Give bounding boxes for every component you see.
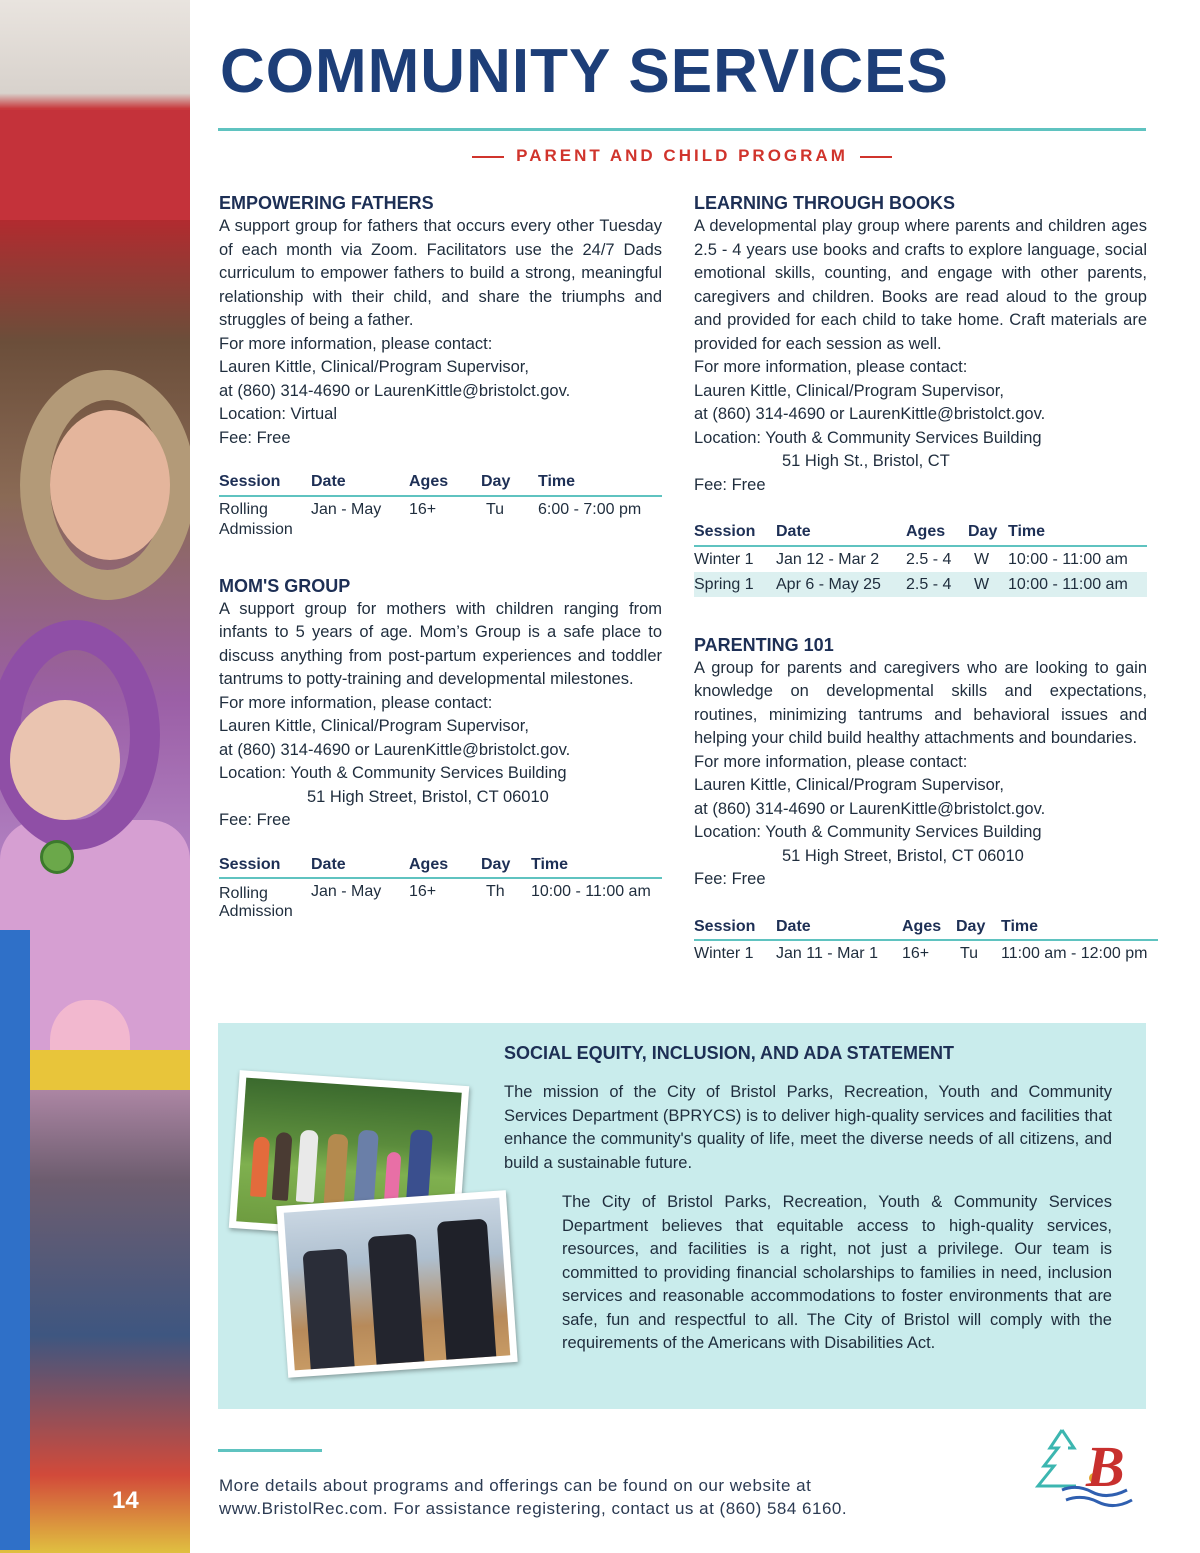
program-description: A developmental play group where parents and children ages 2.5 - 4 years use books and crafts to explore language, social emotional skills, counting, and engage with other parents, caregivers and children. Books are read aloud to the group and provided for each child to take home. Craft materials are provided for each session as well. — [694, 217, 1147, 353]
cell-date: Jan 11 - Mar 1 — [776, 945, 878, 962]
contact-intro: For more information, please contact: — [219, 693, 493, 712]
header-ages: Ages — [902, 912, 956, 941]
gym-group-image — [284, 1198, 510, 1371]
subtitle-text: PARENT AND CHILD PROGRAM — [516, 146, 848, 165]
footer-note — [219, 1474, 979, 1520]
family-photo-strip — [0, 0, 190, 1553]
header-time: Time — [531, 850, 662, 879]
left-column — [219, 191, 662, 923]
cell-day: Tu — [486, 500, 505, 518]
program-description: A support group for fathers that occurs every other Tuesday of each month via Zoom. Facilitators use the 24/7 Dads curriculum to empower fathers to build a strong, meaningful relationship with their child, and share the triumphs and struggles of being a father. — [219, 217, 662, 329]
title-divider — [218, 128, 1146, 131]
header-date: Date — [311, 467, 409, 496]
schedule-table — [219, 850, 662, 924]
footer-line-2: www.BristolRec.com. For assistance registering, contact us at (860) 584 6160. — [219, 1499, 848, 1518]
person-figure — [353, 1130, 378, 1209]
subtitle-dash-right — [860, 156, 892, 158]
header-day: Day — [956, 912, 1001, 941]
green-button-badge — [40, 840, 74, 874]
contact-name: Lauren Kittle, Clinical/Program Supervisor, — [694, 381, 1004, 400]
cell-time: 11:00 am - 12:00 pm — [1001, 945, 1148, 962]
header-date: Date — [776, 517, 906, 546]
program-title: EMPOWERING FATHERS — [219, 193, 434, 213]
header-session: Session — [694, 517, 776, 546]
cell-session: Rolling Admission — [219, 500, 293, 538]
tree-outline-icon — [1062, 1430, 1074, 1448]
cell-ages: 2.5 - 4 — [906, 550, 952, 568]
table-row — [219, 878, 662, 923]
equity-mission-paragraph: The mission of the City of Bristol Parks, Recreation, Youth and Community Services Department (BPRYCS) is to deliver high-quality services and facilities that enhance the community's quality of life, meet the diverse needs of all citizens, and build a sustainable future. — [504, 1083, 1112, 1172]
program-location: Location: Youth & Community Services Building — [694, 428, 1042, 447]
table-header-row — [219, 850, 662, 879]
header-time: Time — [1001, 912, 1158, 941]
page-number: 14 — [112, 1487, 139, 1514]
cell-day: W — [968, 572, 1008, 597]
program-empowering-fathers — [219, 191, 662, 542]
table-header-row — [694, 517, 1147, 546]
person-figure — [324, 1134, 349, 1207]
table-header-row — [219, 467, 662, 496]
cell-date: Jan - May — [311, 883, 382, 900]
contact-detail: at (860) 314-4690 or LaurenKittle@bristolct.gov. — [219, 381, 571, 400]
cell-day: W — [974, 550, 990, 568]
header-ages: Ages — [906, 517, 968, 546]
contact-name: Lauren Kittle, Clinical/Program Supervisor, — [694, 776, 1004, 794]
person-figure — [368, 1234, 425, 1367]
header-day: Day — [968, 517, 1008, 546]
program-fee: Fee: Free — [219, 811, 291, 829]
equity-title: SOCIAL EQUITY, INCLUSION, AND ADA STATEMENT — [504, 1043, 955, 1063]
inclusion-shirts-photo — [276, 1190, 517, 1378]
program-description: A group for parents and caregivers who are looking to gain knowledge on developmental skills and expectations, routines, minimizing tantrums and behavioral issues and helping your child build healthy attachments and boundaries. — [694, 658, 1147, 747]
cell-session: Rolling Admission — [219, 885, 293, 920]
header-session: Session — [219, 850, 311, 879]
equity-statement-panel — [218, 1023, 1146, 1409]
cell-time: 6:00 - 7:00 pm — [538, 500, 642, 518]
header-day: Day — [481, 850, 531, 879]
cell-time: 10:00 - 11:00 am — [531, 883, 651, 900]
schedule-table — [694, 912, 1158, 967]
header-ages: Ages — [409, 467, 481, 496]
program-location-address: 51 High Street, Bristol, CT 06010 — [307, 787, 549, 806]
cell-session: Spring 1 — [694, 572, 776, 597]
table-row — [219, 496, 662, 542]
adult-face — [50, 410, 170, 560]
yellow-vehicle-frame — [30, 1050, 190, 1090]
person-figure — [303, 1248, 355, 1370]
contact-detail: at (860) 314-4690 or LaurenKittle@bristolct.gov. — [219, 740, 571, 759]
program-location: Location: Youth & Community Services Building — [219, 764, 567, 782]
schedule-table — [219, 467, 662, 542]
program-title: MOM'S GROUP — [219, 575, 351, 596]
person-figure — [296, 1130, 319, 1203]
contact-intro: For more information, please contact: — [219, 334, 493, 353]
program-title: PARENTING 101 — [694, 634, 834, 655]
tree-outline-icon — [1038, 1430, 1076, 1486]
footer-line-1: More details about programs and offerings can be found on our website at — [219, 1476, 812, 1495]
child-face — [10, 700, 120, 820]
page-title: COMMUNITY SERVICES — [220, 37, 949, 106]
header-session: Session — [219, 467, 311, 496]
cell-session: Winter 1 — [694, 945, 754, 962]
cell-ages: 2.5 - 4 — [906, 572, 968, 597]
tree-wave-logo-icon — [1032, 1420, 1147, 1530]
logo-letter: B — [1086, 1434, 1125, 1499]
right-column — [694, 191, 1147, 966]
contact-name: Lauren Kittle, Clinical/Program Supervisor, — [219, 358, 529, 376]
contact-intro: For more information, please contact: — [694, 358, 968, 376]
header-date: Date — [311, 850, 409, 879]
program-fee: Fee: Free — [694, 870, 766, 888]
cell-day: Th — [486, 883, 505, 900]
person-figure — [437, 1219, 497, 1362]
program-description: A support group for mothers with children ranging from infants to 5 years of age. Mom’s Group is a safe place to discuss anything from post-partum experiences and toddler tantrums to potty-training and developmental milestones. — [219, 599, 662, 688]
header-session: Session — [694, 912, 776, 941]
header-day: Day — [481, 467, 538, 496]
program-fee: Fee: Free — [694, 475, 766, 494]
cell-session: Winter 1 — [694, 550, 754, 568]
program-location-address: 51 High St., Bristol, CT — [782, 452, 950, 470]
subtitle-dash-left — [472, 156, 504, 158]
header-time: Time — [1008, 517, 1147, 546]
program-location: Location: Virtual — [219, 405, 338, 423]
cell-date: Jan 12 - Mar 2 — [776, 550, 880, 568]
footer-divider — [218, 1449, 322, 1452]
table-row — [694, 572, 1147, 597]
cell-day: Tu — [960, 945, 979, 962]
cell-date: Jan - May — [311, 500, 382, 518]
header-time: Time — [538, 467, 662, 496]
bristol-logo — [1032, 1420, 1147, 1530]
program-title: LEARNING THROUGH BOOKS — [694, 193, 955, 213]
header-date: Date — [776, 912, 902, 941]
program-fee: Fee: Free — [219, 428, 291, 447]
cell-ages: 16+ — [902, 945, 930, 962]
section-subtitle — [218, 146, 1146, 166]
contact-detail: at (860) 314-4690 or LaurenKittle@bristolct.gov. — [694, 405, 1046, 423]
person-figure — [250, 1136, 270, 1197]
program-learning-through-books — [694, 191, 1147, 597]
blue-vehicle-frame — [0, 930, 30, 1550]
table-row — [694, 940, 1158, 966]
program-location: Location: Youth & Community Services Building — [694, 823, 1042, 841]
cell-date: Apr 6 - May 25 — [776, 572, 906, 597]
cell-ages: 16+ — [409, 500, 437, 518]
contact-detail: at (860) 314-4690 or LaurenKittle@bristolct.gov. — [694, 799, 1046, 818]
contact-name: Lauren Kittle, Clinical/Program Supervisor, — [219, 717, 529, 735]
table-header-row — [694, 912, 1158, 941]
header-ages: Ages — [409, 850, 481, 879]
table-row — [694, 546, 1147, 572]
cell-time: 10:00 - 11:00 am — [1008, 572, 1147, 597]
equity-commitment-paragraph: The City of Bristol Parks, Recreation, Youth & Community Services Department believes that equitable access to high-quality services, resources, and facilities is a right, not just a privilege. Our team is committed to providing financial scholarships to families in need, inclusion services and reasonable accommodations to foster environments that are safe, fun and respectful to all. The City of Bristol will comply with the requirements of the Americans with Disabilities Act. — [562, 1193, 1112, 1352]
program-moms-group — [219, 574, 662, 924]
program-location-address: 51 High Street, Bristol, CT 06010 — [782, 846, 1024, 865]
cell-time: 10:00 - 11:00 am — [1008, 550, 1128, 568]
schedule-table — [694, 517, 1147, 597]
person-figure — [272, 1132, 293, 1201]
cell-ages: 16+ — [409, 883, 437, 900]
red-vehicle-frame — [0, 110, 190, 220]
contact-intro: For more information, please contact: — [694, 752, 968, 771]
program-parenting-101 — [694, 633, 1147, 967]
